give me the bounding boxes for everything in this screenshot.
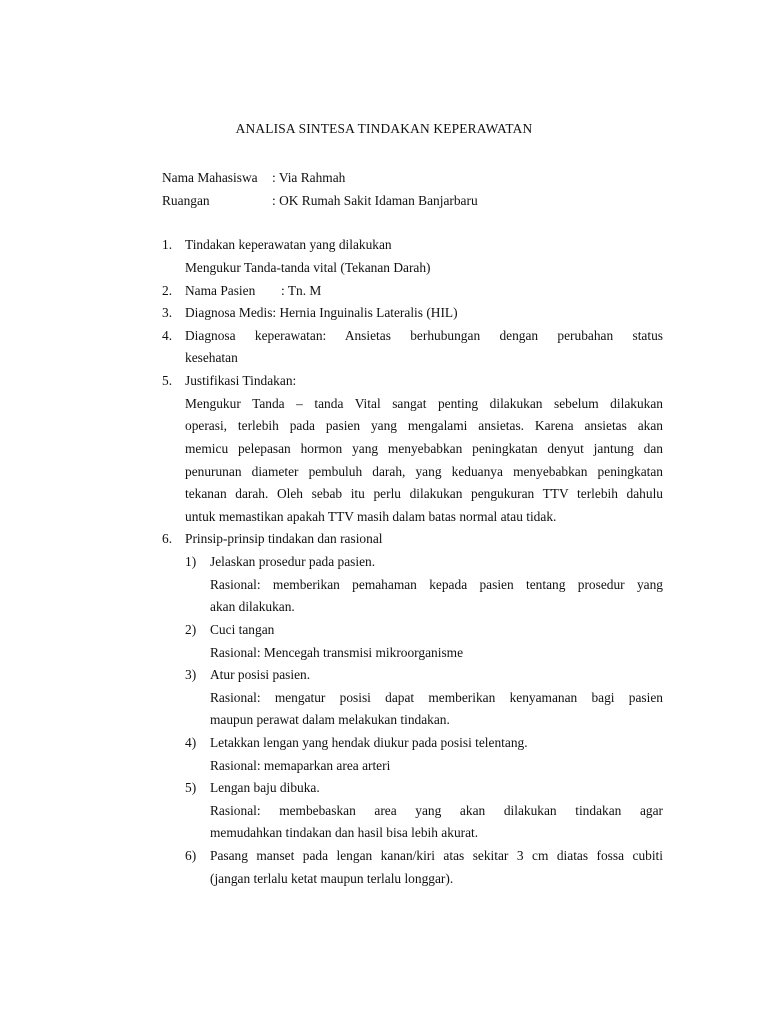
item-5-label: Justifikasi Tindakan: [185, 373, 297, 388]
step-6-number: 6) [185, 848, 197, 863]
step-5-number: 5) [185, 780, 197, 795]
item-6-label: Prinsip-prinsip tindakan dan rasional [185, 531, 383, 546]
step-2-number: 2) [185, 622, 197, 637]
step-6-text: Pasang manset pada lengan kanan/kiri atas sekitar 3 cm diatas fossa cubiti [210, 848, 663, 863]
step-2-rasional: Rasional: Mencegah transmisi mikroorganisme [210, 645, 464, 660]
step-3-rasional-cont: maupun perawat dalam melakukan tindakan. [210, 712, 450, 727]
step-5-rasional: Rasional: membebaskan area yang akan dilakukan tindakan agar [210, 803, 663, 818]
item-6-number: 6. [162, 531, 173, 546]
item-4-line-1: Diagnosa keperawatan: Ansietas berhubungan dengan perubahan status [185, 328, 663, 343]
step-1-rasional-cont: akan dilakukan. [210, 599, 295, 614]
ruangan-value: : OK Rumah Sakit Idaman Banjarbaru [272, 193, 478, 208]
step-1-number: 1) [185, 554, 197, 569]
item-1-label: Tindakan keperawatan yang dilakukan [185, 237, 392, 252]
step-6-text-cont: (jangan terlalu ketat maupun terlalu longgar). [210, 871, 454, 886]
item-3-number: 3. [162, 305, 173, 320]
item-5-paragraph-line: untuk memastikan apakah TTV masih dalam batas normal atau tidak. [185, 509, 557, 524]
step-4-text: Letakkan lengan yang hendak diukur pada posisi telentang. [210, 735, 528, 750]
step-4-rasional: Rasional: memaparkan area arteri [210, 758, 391, 773]
item-5-number: 5. [162, 373, 173, 388]
item-2-value: : Tn. M [281, 283, 322, 298]
ruangan-label: Ruangan [162, 193, 210, 208]
nama-mahasiswa-value: : Via Rahmah [272, 170, 346, 185]
item-3-label: Diagnosa Medis: Hernia Inguinalis Lateralis (HIL) [185, 305, 458, 320]
item-5-paragraph-line: tekanan darah. Oleh sebab itu perlu dilakukan pengukuran TTV terlebih dahulu [185, 486, 663, 501]
step-4-number: 4) [185, 735, 197, 750]
item-1-number: 1. [162, 237, 173, 252]
step-2-text: Cuci tangan [210, 622, 275, 637]
step-5-text: Lengan baju dibuka. [210, 780, 320, 795]
item-1-detail: Mengukur Tanda-tanda vital (Tekanan Darah) [185, 260, 431, 275]
step-5-rasional-cont: memudahkan tindakan dan hasil bisa lebih akurat. [210, 825, 479, 840]
item-4-line-2: kesehatan [185, 350, 238, 365]
item-5-paragraph-line: memicu pelepasan hormon yang menyebabkan peningkatan denyut jantung dan [185, 441, 663, 456]
item-4-number: 4. [162, 328, 173, 343]
item-5-paragraph-line: Mengukur Tanda – tanda Vital sangat penting dilakukan sebelum dilakukan [185, 396, 663, 411]
nama-mahasiswa-label: Nama Mahasiswa [162, 170, 258, 185]
step-3-number: 3) [185, 667, 197, 682]
step-1-rasional: Rasional: memberikan pemahaman kepada pasien tentang prosedur yang [210, 577, 663, 592]
item-5-paragraph-line: operasi, terlebih pada pasien yang mengalami ansietas. Karena ansietas akan [185, 418, 663, 433]
item-2-label: Nama Pasien [185, 283, 256, 298]
step-3-text: Atur posisi pasien. [210, 667, 311, 682]
step-3-rasional: Rasional: mengatur posisi dapat memberikan kenyamanan bagi pasien [210, 690, 663, 705]
item-2-number: 2. [162, 283, 173, 298]
document-title: ANALISA SINTESA TINDAKAN KEPERAWATAN [235, 121, 533, 136]
step-1-text: Jelaskan prosedur pada pasien. [210, 554, 376, 569]
item-5-paragraph-line: penurunan diameter pembuluh darah, yang keduanya menyebabkan peningkatan [185, 464, 663, 479]
